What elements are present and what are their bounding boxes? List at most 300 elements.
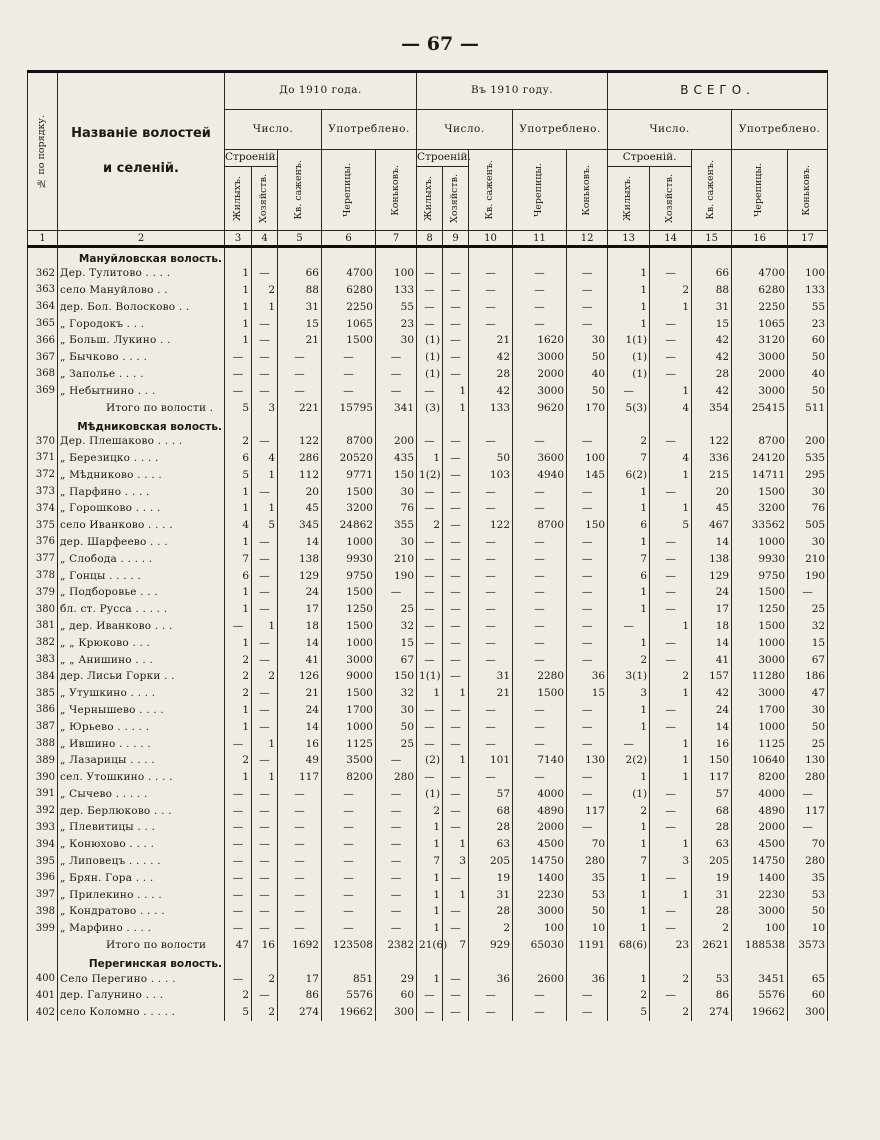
- value-cell: 535: [788, 450, 828, 467]
- row-number-cell: 401: [28, 987, 58, 1004]
- column-number: 6: [322, 231, 376, 247]
- value-cell: 1: [608, 265, 650, 282]
- table-row: [28, 382, 828, 399]
- table-row: [28, 298, 828, 315]
- value-cell: 2000: [732, 366, 788, 383]
- value-cell: —: [443, 786, 469, 803]
- value-cell: 19: [469, 869, 513, 886]
- value-cell: 286: [278, 450, 322, 467]
- value-cell: 35: [567, 869, 608, 886]
- value-cell: —: [567, 702, 608, 719]
- value-cell: 1125: [732, 735, 788, 752]
- value-cell: 1250: [732, 601, 788, 618]
- value-cell: —: [322, 382, 376, 399]
- value-cell: —: [650, 433, 692, 450]
- value-cell: 36: [567, 970, 608, 987]
- value-cell: 86: [692, 987, 732, 1004]
- value-cell: 280: [567, 853, 608, 870]
- table-row: [28, 634, 828, 651]
- table-row: [28, 651, 828, 668]
- value-cell: 5: [225, 466, 252, 483]
- value-cell: —: [322, 349, 376, 366]
- table-cell: [225, 953, 252, 970]
- value-cell: 1: [608, 282, 650, 299]
- value-cell: 345: [278, 517, 322, 534]
- value-cell: 1: [225, 601, 252, 618]
- value-cell: 354: [692, 399, 732, 416]
- value-cell: —: [252, 903, 278, 920]
- value-cell: 1: [650, 298, 692, 315]
- value-cell: 4: [650, 399, 692, 416]
- settlement-name: Село Перегино . . . .: [58, 970, 225, 987]
- value-cell: 2000: [513, 366, 567, 383]
- value-cell: 1: [225, 483, 252, 500]
- value-cell: 7140: [513, 752, 567, 769]
- value-cell: 1: [417, 685, 443, 702]
- table-cell: [322, 247, 376, 265]
- value-cell: 1500: [732, 483, 788, 500]
- column-number: 3: [225, 231, 252, 247]
- value-cell: —: [567, 315, 608, 332]
- value-cell: 9930: [322, 550, 376, 567]
- value-cell: 100: [513, 920, 567, 937]
- value-cell: 65: [788, 970, 828, 987]
- row-number-cell: 374: [28, 500, 58, 517]
- value-cell: 9750: [322, 567, 376, 584]
- header-konkov: Коньковъ.: [567, 150, 608, 231]
- value-cell: —: [252, 869, 278, 886]
- value-cell: 2600: [513, 970, 567, 987]
- value-cell: 1: [650, 836, 692, 853]
- value-cell: 50: [788, 382, 828, 399]
- value-cell: 42: [692, 382, 732, 399]
- value-cell: 17: [278, 970, 322, 987]
- value-cell: —: [567, 534, 608, 551]
- value-cell: —: [567, 601, 608, 618]
- value-cell: 122: [469, 517, 513, 534]
- value-cell: —: [252, 718, 278, 735]
- value-cell: —: [443, 1004, 469, 1021]
- value-cell: 28: [692, 903, 732, 920]
- value-cell: —: [252, 836, 278, 853]
- table-row: [28, 567, 828, 584]
- value-cell: —: [567, 786, 608, 803]
- settlement-name: „ Больш. Лукино . .: [58, 332, 225, 349]
- value-cell: —: [252, 886, 278, 903]
- value-cell: 9000: [322, 668, 376, 685]
- value-cell: 4000: [732, 786, 788, 803]
- value-cell: —: [567, 618, 608, 635]
- column-number: 13: [608, 231, 650, 247]
- table-cell: [417, 953, 443, 970]
- value-cell: 1: [608, 836, 650, 853]
- value-cell: 32: [788, 618, 828, 635]
- value-cell: —: [567, 769, 608, 786]
- row-number-cell: 381: [28, 618, 58, 635]
- value-cell: 3200: [732, 500, 788, 517]
- value-cell: —: [252, 819, 278, 836]
- value-cell: —: [278, 802, 322, 819]
- value-cell: 1065: [322, 315, 376, 332]
- value-cell: —: [513, 601, 567, 618]
- value-cell: 31: [469, 668, 513, 685]
- column-number: 4: [252, 231, 278, 247]
- value-cell: 150: [376, 466, 417, 483]
- table-cell: [376, 953, 417, 970]
- value-cell: 3120: [732, 332, 788, 349]
- row-number-cell: 397: [28, 886, 58, 903]
- value-cell: 24: [278, 584, 322, 601]
- value-cell: —: [443, 987, 469, 1004]
- value-cell: 2: [608, 433, 650, 450]
- table-row: [28, 433, 828, 450]
- value-cell: 53: [567, 886, 608, 903]
- value-cell: 3000: [322, 651, 376, 668]
- value-cell: —: [469, 567, 513, 584]
- value-cell: —: [567, 433, 608, 450]
- value-cell: 1: [650, 382, 692, 399]
- value-cell: 129: [692, 567, 732, 584]
- value-cell: —: [513, 298, 567, 315]
- table-row: [28, 769, 828, 786]
- table-row: [28, 282, 828, 299]
- table-row: [28, 903, 828, 920]
- value-cell: 2: [692, 920, 732, 937]
- section-title: Мануйловская волость.: [58, 247, 225, 265]
- row-number-cell: 378: [28, 567, 58, 584]
- value-cell: 1(1): [417, 668, 443, 685]
- value-cell: 24120: [732, 450, 788, 467]
- table-row: [28, 987, 828, 1004]
- row-number-cell: [28, 399, 58, 416]
- value-cell: 76: [376, 500, 417, 517]
- value-cell: 30: [376, 534, 417, 551]
- value-cell: —: [376, 349, 417, 366]
- value-cell: —: [788, 584, 828, 601]
- value-cell: 4500: [513, 836, 567, 853]
- value-cell: —: [567, 819, 608, 836]
- value-cell: 170: [567, 399, 608, 416]
- value-cell: 280: [788, 853, 828, 870]
- value-cell: 1: [650, 685, 692, 702]
- value-cell: 1: [225, 500, 252, 517]
- value-cell: —: [443, 500, 469, 517]
- value-cell: 50: [376, 718, 417, 735]
- value-cell: —: [252, 534, 278, 551]
- table-row: [28, 920, 828, 937]
- value-cell: 1: [252, 769, 278, 786]
- value-cell: 1: [608, 886, 650, 903]
- value-cell: 15: [278, 315, 322, 332]
- table-row: [28, 702, 828, 719]
- value-cell: —: [443, 769, 469, 786]
- value-cell: —: [443, 567, 469, 584]
- row-number-cell: [28, 416, 58, 433]
- value-cell: —: [443, 466, 469, 483]
- value-cell: —: [417, 282, 443, 299]
- value-cell: —: [278, 382, 322, 399]
- row-number-cell: 392: [28, 802, 58, 819]
- table-cell: [252, 953, 278, 970]
- value-cell: 7: [608, 450, 650, 467]
- value-cell: 36: [469, 970, 513, 987]
- value-cell: —: [443, 534, 469, 551]
- value-cell: 117: [567, 802, 608, 819]
- value-cell: 1: [608, 903, 650, 920]
- table-row: [28, 466, 828, 483]
- row-number-cell: 365: [28, 315, 58, 332]
- table-cell: [732, 953, 788, 970]
- value-cell: 1: [608, 819, 650, 836]
- value-cell: 1: [225, 534, 252, 551]
- value-cell: 150: [567, 517, 608, 534]
- row-number-cell: 362: [28, 265, 58, 282]
- value-cell: 355: [376, 517, 417, 534]
- value-cell: 3000: [732, 685, 788, 702]
- value-cell: 4: [225, 517, 252, 534]
- value-cell: 32: [376, 685, 417, 702]
- value-cell: 21: [469, 332, 513, 349]
- value-cell: 1: [608, 718, 650, 735]
- settlement-name: „ Кондратово . . . .: [58, 903, 225, 920]
- row-number-cell: 387: [28, 718, 58, 735]
- value-cell: —: [417, 618, 443, 635]
- value-cell: —: [417, 550, 443, 567]
- value-cell: 21: [469, 685, 513, 702]
- row-number-cell: 384: [28, 668, 58, 685]
- value-cell: 2: [608, 802, 650, 819]
- table-cell: [443, 416, 469, 433]
- value-cell: —: [513, 618, 567, 635]
- settlement-name: дер. Бол. Волосково . .: [58, 298, 225, 315]
- value-cell: 100: [376, 265, 417, 282]
- value-cell: 2: [650, 282, 692, 299]
- value-cell: 3000: [732, 903, 788, 920]
- value-cell: —: [608, 735, 650, 752]
- value-cell: 18: [692, 618, 732, 635]
- value-cell: —: [443, 517, 469, 534]
- value-cell: —: [225, 869, 252, 886]
- settlement-name: „ Липовецъ . . . . .: [58, 853, 225, 870]
- table-cell: [788, 953, 828, 970]
- column-number: 7: [376, 231, 417, 247]
- value-cell: 1620: [513, 332, 567, 349]
- header-khozyaystv: Хозяйств.: [252, 167, 278, 231]
- table-cell: [788, 416, 828, 433]
- value-cell: —: [417, 769, 443, 786]
- value-cell: 1: [443, 752, 469, 769]
- value-cell: 5: [252, 517, 278, 534]
- header-cherepitsy: Черепицы.: [732, 150, 788, 231]
- value-cell: 1: [252, 298, 278, 315]
- value-cell: 3000: [732, 651, 788, 668]
- row-number-cell: 393: [28, 819, 58, 836]
- settlement-name: „ Утушкино . . . .: [58, 685, 225, 702]
- value-cell: 1700: [732, 702, 788, 719]
- value-cell: 4890: [732, 802, 788, 819]
- value-cell: —: [417, 987, 443, 1004]
- value-cell: —: [417, 433, 443, 450]
- settlement-name: „ Прилекино . . . .: [58, 886, 225, 903]
- table-row: [28, 869, 828, 886]
- value-cell: 210: [788, 550, 828, 567]
- value-cell: 130: [788, 752, 828, 769]
- value-cell: 3573: [788, 937, 828, 954]
- value-cell: 4700: [322, 265, 376, 282]
- column-number: 15: [692, 231, 732, 247]
- value-cell: —: [376, 584, 417, 601]
- settlement-name: „ Сычево . . . . .: [58, 786, 225, 803]
- value-cell: 1: [608, 483, 650, 500]
- value-cell: 4: [252, 450, 278, 467]
- value-cell: 1: [608, 869, 650, 886]
- value-cell: —: [567, 651, 608, 668]
- value-cell: —: [278, 853, 322, 870]
- header-zhilykh: Жилыхъ.: [608, 167, 650, 231]
- value-cell: 50: [469, 450, 513, 467]
- value-cell: —: [469, 702, 513, 719]
- value-cell: 31: [278, 298, 322, 315]
- value-cell: —: [650, 987, 692, 1004]
- value-cell: 19: [692, 869, 732, 886]
- value-cell: —: [252, 702, 278, 719]
- value-cell: 103: [469, 466, 513, 483]
- value-cell: 25: [788, 601, 828, 618]
- header-konkov: Коньковъ.: [788, 150, 828, 231]
- value-cell: 45: [692, 500, 732, 517]
- value-cell: 200: [788, 433, 828, 450]
- table-row: [28, 886, 828, 903]
- value-cell: 29: [376, 970, 417, 987]
- value-cell: —: [252, 786, 278, 803]
- value-cell: —: [567, 282, 608, 299]
- value-cell: —: [443, 366, 469, 383]
- row-number-cell: 395: [28, 853, 58, 870]
- settlement-name: дер. Лисьи Горки . .: [58, 668, 225, 685]
- value-cell: 2: [650, 970, 692, 987]
- table-cell: [650, 953, 692, 970]
- value-cell: —: [376, 752, 417, 769]
- settlement-name: „ Заполье . . . .: [58, 366, 225, 383]
- value-cell: 1: [417, 450, 443, 467]
- table-cell: [567, 416, 608, 433]
- value-cell: 14750: [513, 853, 567, 870]
- value-cell: —: [443, 735, 469, 752]
- value-cell: 1: [417, 819, 443, 836]
- value-cell: 1125: [322, 735, 376, 752]
- table-cell: [469, 416, 513, 433]
- value-cell: —: [278, 903, 322, 920]
- value-cell: 63: [469, 836, 513, 853]
- row-number-cell: 377: [28, 550, 58, 567]
- header-khozyaystv: Хозяйств.: [650, 167, 692, 231]
- value-cell: 42: [692, 332, 732, 349]
- table-cell: [417, 247, 443, 265]
- column-number: 8: [417, 231, 443, 247]
- value-cell: —: [650, 786, 692, 803]
- value-cell: —: [278, 349, 322, 366]
- value-cell: 5: [608, 1004, 650, 1021]
- value-cell: 1000: [732, 718, 788, 735]
- value-cell: 1: [650, 886, 692, 903]
- row-number-cell: 368: [28, 366, 58, 383]
- value-cell: —: [322, 786, 376, 803]
- value-cell: 1500: [322, 332, 376, 349]
- total-row: [28, 937, 828, 954]
- value-cell: —: [252, 634, 278, 651]
- value-cell: —: [469, 735, 513, 752]
- settlement-name: „ Конюхово . . . .: [58, 836, 225, 853]
- value-cell: 2: [650, 668, 692, 685]
- section-header-row: [28, 953, 828, 970]
- value-cell: 101: [469, 752, 513, 769]
- value-cell: 16: [692, 735, 732, 752]
- value-cell: 28: [692, 819, 732, 836]
- table-row: [28, 752, 828, 769]
- value-cell: —: [376, 853, 417, 870]
- value-cell: 3000: [513, 349, 567, 366]
- value-cell: 28: [469, 819, 513, 836]
- value-cell: —: [225, 382, 252, 399]
- row-number-cell: 366: [28, 332, 58, 349]
- value-cell: 30: [376, 332, 417, 349]
- table-row: [28, 970, 828, 987]
- value-cell: 17: [278, 601, 322, 618]
- value-cell: —: [650, 265, 692, 282]
- value-cell: 122: [692, 433, 732, 450]
- settlement-name: бл. ст. Русса . . . . .: [58, 601, 225, 618]
- value-cell: 1: [443, 685, 469, 702]
- row-number-cell: 373: [28, 483, 58, 500]
- value-cell: 1: [443, 836, 469, 853]
- value-cell: 14: [278, 534, 322, 551]
- table-cell: [732, 247, 788, 265]
- value-cell: 145: [567, 466, 608, 483]
- value-cell: 2: [225, 651, 252, 668]
- value-cell: 5: [225, 399, 252, 416]
- value-cell: —: [513, 500, 567, 517]
- value-cell: —: [567, 298, 608, 315]
- value-cell: 2: [650, 1004, 692, 1021]
- value-cell: 280: [376, 769, 417, 786]
- row-number-cell: 386: [28, 702, 58, 719]
- value-cell: 53: [788, 886, 828, 903]
- table-cell: [278, 416, 322, 433]
- value-cell: —: [252, 802, 278, 819]
- row-number-cell: 376: [28, 534, 58, 551]
- value-cell: 55: [376, 298, 417, 315]
- table-cell: [278, 247, 322, 265]
- value-cell: 42: [469, 382, 513, 399]
- table-cell: [608, 247, 650, 265]
- value-cell: 50: [788, 903, 828, 920]
- value-cell: —: [513, 315, 567, 332]
- value-cell: 1: [225, 702, 252, 719]
- table-row: [28, 786, 828, 803]
- settlement-name: дер. Берлюково . . .: [58, 802, 225, 819]
- value-cell: 16: [252, 937, 278, 954]
- value-cell: —: [252, 853, 278, 870]
- value-cell: 10: [788, 920, 828, 937]
- value-cell: —: [417, 651, 443, 668]
- value-cell: 5: [650, 517, 692, 534]
- table-row: [28, 584, 828, 601]
- value-cell: 3000: [732, 349, 788, 366]
- settlement-name: „ Марфино . . . .: [58, 920, 225, 937]
- value-cell: 1: [443, 382, 469, 399]
- value-cell: 1: [608, 584, 650, 601]
- value-cell: 130: [567, 752, 608, 769]
